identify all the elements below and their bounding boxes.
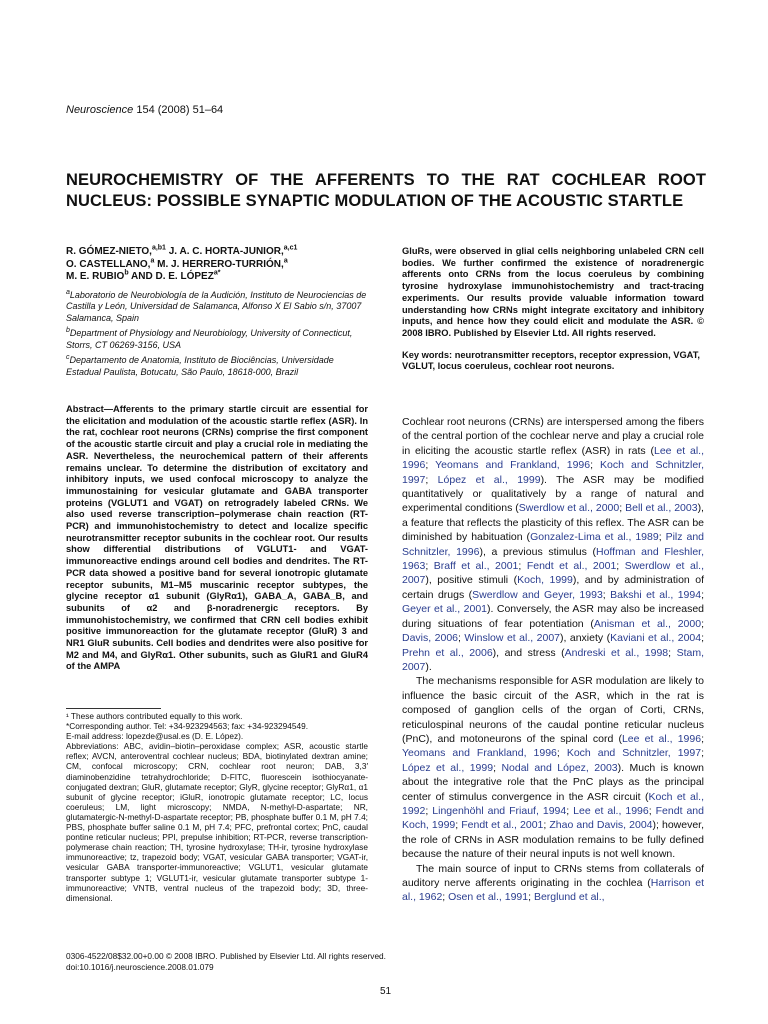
citation-link[interactable]: Lee et al., 1996 bbox=[621, 732, 702, 745]
footnote-corresponding-author: *Corresponding author. Tel: +34-923294563; fax: +34-923294549. bbox=[66, 721, 309, 732]
citation-link[interactable]: Pilz and Schnitzler, 1996 bbox=[402, 531, 704, 558]
citation-link[interactable]: Lingenhöhl and Friauf, 1994 bbox=[432, 804, 567, 817]
journal-name: Neuroscience bbox=[66, 104, 134, 116]
citation-link[interactable]: Anisman et al., 2000 bbox=[593, 617, 702, 630]
citation-link[interactable]: López et al., 1999 bbox=[437, 473, 541, 486]
body-paragraph-2: The mechanisms responsible for ASR modulation are likely to influence the basic circuit of the ASR, which in the rat is composed of ganglion cells of the organ of Corti, CRNs, reticulospinal neurons of the caudal pontine reticular nucleus (PnC), and motoneurons of the spinal cord (Lee et al., 1996; Yeomans and Frankland, 1996; Koch and Schnitzler, 1997; López et al., 1999; Nodal and López, 2003). Much is known about the integrative role that the PnC plays as the principal center of stimulus convergence in the ASR circuit (Koch et al., 1992; Lingenhöhl and Friauf, 1994; Lee et al., 1996; Fendt and Koch, 1999; Fendt et al., 2001; Zhao and Davis, 2004); however, the role of CRNs in ASR modulation remains to be fully defined because the nature of their neural inputs is not well known. bbox=[402, 675, 705, 861]
citation-link[interactable]: Yeomans and Frankland, 1996 bbox=[435, 459, 591, 472]
citation-link[interactable]: Koch, 1999 bbox=[517, 574, 573, 587]
abstract-left: Abstract—Afferents to the primary startle circuit are essential for the elicitation and modulation of the acoustic startle reflex (ASR). In the rat, cochlear root neurons (CRNs) comprise the first component of the acoustic startle circuit and play a crucial role in mediating the ASR. Nevertheless, the neurochemical pattern of their afferents remains unclear. To determine the distribution of excitatory and inhibitory inputs, we used confocal microscopy to analyze the immunostaining for vesicular glutamate and GABA transporter proteins (VGLUT1 and VGAT) on retrogradely labeled CRNs. We also used reverse transcription–polymerase chain reaction (RT-PCR) and immunohistochemistry to detect and localize specific neurotransmitter receptor subunits in the cochlear root. Our results show differential distributions of VGLUT1- and VGAT-immunoreactive endings around cell bodies and dendrites. The RT-PCR data showed a positive band for several ionotropic glutamate receptor subunits, M1–M5 muscarinic receptor subtypes, the glycine receptor α1 subunit (GlyRα1), GABA_A, GABA_B, and subunits of α2 and β-noradrenergic receptors. By immunohistochemistry, we confirmed that CRN cell bodies exhibit positive immunoreaction for the glutamate receptor (GluR) 3 and NR1 GluR subunits. Cell bodies and dendrites were also positive for M2 and M4, and GlyRα1. Other subunits, such as GluR1 and GluR4 of the AMPA bbox=[66, 404, 368, 672]
article-title: NEUROCHEMISTRY OF THE AFFERENTS TO THE RAT COCHLEAR ROOT NUCLEUS: POSSIBLE SYNAPTIC MODULATION OF THE ACOUSTIC STARTLE bbox=[66, 171, 706, 210]
abstract-continued: GluRs, were observed in glial cells neighboring unlabeled CRN cell bodies. We further confirmed the existence of noradrenergic afferents onto CRNs from the locus coeruleus by combining tyrosine hydroxylase immunohistochemistry and tract-tracing experiments. Our results provide valuable information toward understanding how CRNs might integrate excitatory and inhibitory inputs, and hence how they could elicit and modulate the ASR. © 2008 IBRO. Published by Elsevier Ltd. All rights reserved. bbox=[402, 246, 704, 338]
citation-link[interactable]: Gonzalez-Lima et al., 1989 bbox=[530, 531, 659, 544]
keywords: Key words: neurotransmitter receptors, receptor expression, VGAT, VGLUT, locus coeruleus, cochlear root neurons. bbox=[402, 349, 700, 372]
citation-link[interactable]: Geyer et al., 2001 bbox=[402, 603, 488, 616]
body-paragraph-1: Cochlear root neurons (CRNs) are interspersed among the fibers of the central portion of the cochlear nerve and play a crucial role in eliciting the acoustic startle reflex (ASR) in rats (Lee et al., 1996; Yeomans and Frankland, 1996; Koch and Schnitzler, 1997; López et al., 1999). The ASR may be modified quantitatively or qualitatively by a range of natural and experimental conditions (Swerdlow et al., 2000; Bell et al., 2003), a feature that reflects the plasticity of this reflex. The ASR can be diminished by habituation (Gonzalez-Lima et al., 1989; Pilz and Schnitzler, 1996), a previous stimulus (Hoffman and Fleshler, 1963; Braff et al., 2001; Fendt et al., 2001; Swerdlow et al., 2007), positive stimuli (Koch, 1999), and by administration of certain drugs (Swerdlow and Geyer, 1993; Bakshi et al., 1994; Geyer et al., 2001). Conversely, the ASR may also be increased during situations of fear potentiation (Anisman et al., 2000; Davis, 2006; Winslow et al., 2007), anxiety (Kaviani et al., 2004; Prehn et al., 2006), and stress (Andreski et al., 1998; Stam, 2007). bbox=[402, 416, 705, 673]
footnote-equal-contribution: ¹ These authors contributed equally to this work. bbox=[66, 711, 243, 721]
doi-line: doi:10.1016/j.neuroscience.2008.01.079 bbox=[66, 961, 214, 972]
affiliation-a: $^a$Laboratorio de Neurobiología de la Audición, Instituto de Neurociencias de Castilla y León, Universidad de Salamanca, Alfonso X El Sabio s/n, 37007 Salamanca, Spain bbox=[66, 288, 367, 323]
citation-link[interactable]: Yeomans and Frankland, 1996 bbox=[402, 747, 557, 760]
footnote-divider bbox=[66, 708, 161, 709]
citation-link[interactable]: Nodal and López, 2003 bbox=[501, 761, 618, 774]
citation-link[interactable]: Fendt et al., 2001 bbox=[461, 819, 544, 832]
affiliation-c: $^c$Departamento de Anatomia, Instituto de Biociências, Universidade Estadual Paulista, Botucatu, São Paulo, 18618-000, Brazil bbox=[66, 354, 334, 377]
body-text bbox=[402, 415, 704, 905]
citation-link[interactable]: Fendt and Koch, 1999 bbox=[402, 804, 704, 832]
citation-link[interactable]: Harrison et al., 1962 bbox=[402, 877, 704, 904]
citation-link[interactable]: Swerdlow et al., 2000 bbox=[518, 502, 620, 515]
citation-link[interactable]: Bell et al., 2003 bbox=[625, 502, 698, 515]
citation-link[interactable]: Hoffman and Fleshler, 1963 bbox=[402, 545, 704, 573]
abstract-right-block bbox=[402, 246, 704, 373]
citation-link[interactable]: Kaviani et al., 2004 bbox=[610, 632, 702, 645]
citation-link[interactable]: Osen et al., 1991 bbox=[448, 891, 529, 904]
citation-link[interactable]: Stam, 2007 bbox=[402, 646, 704, 673]
copyright-notice bbox=[66, 951, 706, 972]
author-block bbox=[66, 246, 368, 382]
body-paragraph-3: The main source of input to CRNs stems from collaterals of auditory nerve afferents originating in the cochlea (Harrison et al., 1962; Osen et al., 1991; Berglund et al., bbox=[402, 862, 704, 904]
journal-citation bbox=[66, 104, 223, 116]
author-list: R. GÓMEZ-NIETO,$^{a,b1}$ J. A. C. HORTA-JUNIOR,$^{a,c1}$ O. CASTELLANO,$^a$ M. J. HERRERO-TURRIÓN,$^a$ M. E. RUBIO$^b$ AND D. E. $LÓPEZ^{a*}$ bbox=[66, 244, 298, 282]
citation-link[interactable]: Koch et al., 1992 bbox=[402, 790, 705, 817]
citation-link[interactable]: Bakshi et al., 1994 bbox=[610, 588, 702, 601]
citation-link[interactable]: Koch and Schnitzler, 1997 bbox=[566, 747, 702, 760]
citation-link[interactable]: Zhao and Davis, 2004 bbox=[549, 819, 653, 832]
copyright-line: 0306-4522/08$32.00+0.00 © 2008 IBRO. Published by Elsevier Ltd. All rights reserved. bbox=[66, 951, 386, 961]
footnote-abbreviations: Abbreviations: ABC, avidin–biotin–peroxidase complex; ASR, acoustic startle reflex; AVCN, anteroventral cochlear nucleus; BDA, biotinylated dextran amine; CM, confocal microscopy; CRN, cochlear root neuron; DAB, 3,3′ diaminobenzidine tetrahydrochloride; D-FITC, fluorescein isothiocyanate-conjugated dextran; GluR, glutamate receptor; GlyR, glycine receptor; GlyRα1, α1 subunit of glycine receptor; iGluR, ionotropic glutamate receptor; LC, locus coeruleus; LM, light microscopy; NMDA, N-methyl-D-aspartate; NR, glutamatergic-N-methyl-D-aspartate receptor; PB, phosphate buffer 0.1 M, pH 7.4; PBS, phosphate buffer saline 0.1 M, pH 7.4; PFC, prefrontal cortex; PnC, caudal pontine reticular nucleus; PPI, prepulse inhibition; RT-PCR, reverse transcription-polymerase chain reaction; TH, tyrosine hydroxylase; TH-ir, tyrosine hydroxylase immunoreactive; tz, trapezoid body; VGAT, vesicular GABA transporter; VGAT-ir, vesicular GABA transporter-immunoreactive; VGLUT1, vesicular glutamate transporter subtype 1; VGLUT1-ir, vesicular glutamate transporter subtype 1-immunoreactive; VNTB, ventral nucleus of the trapezoid body; 3D, three-dimensional. bbox=[66, 741, 368, 903]
affiliation-b: $^b$Department of Physiology and Neurobiology, University of Connecticut, Storrs, CT 06269-3156, USA bbox=[66, 327, 353, 350]
footnote-email: E-mail address: lopezde@usal.es (D. E. López). bbox=[66, 731, 244, 742]
citation-link[interactable]: Fendt et al., 2001 bbox=[526, 560, 617, 573]
citation-link[interactable]: Lee et al., 1996 bbox=[402, 444, 704, 472]
citation-link[interactable]: Swerdlow et al., 2007 bbox=[402, 560, 704, 587]
page-number: 51 bbox=[380, 986, 392, 997]
citation-link[interactable]: Berglund et al., bbox=[533, 891, 605, 904]
citation-link[interactable]: Lee et al., 1996 bbox=[573, 804, 649, 817]
footnotes bbox=[66, 711, 368, 903]
citation-link[interactable]: Swerdlow and Geyer, 1993 bbox=[472, 588, 603, 601]
citation-link[interactable]: Prehn et al., 2006 bbox=[402, 646, 493, 659]
citation-link[interactable]: Braff et al., 2001 bbox=[433, 560, 519, 573]
journal-volume-pages: 154 (2008) 51–64 bbox=[136, 104, 224, 116]
citation-link[interactable]: López et al., 1999 bbox=[402, 761, 494, 774]
citation-link[interactable]: Winslow et al., 2007 bbox=[464, 632, 560, 645]
citation-link[interactable]: Koch and Schnitzler, 1997 bbox=[402, 459, 704, 486]
citation-link[interactable]: Andreski et al., 1998 bbox=[564, 646, 669, 659]
citation-link[interactable]: Davis, 2006 bbox=[402, 632, 458, 645]
